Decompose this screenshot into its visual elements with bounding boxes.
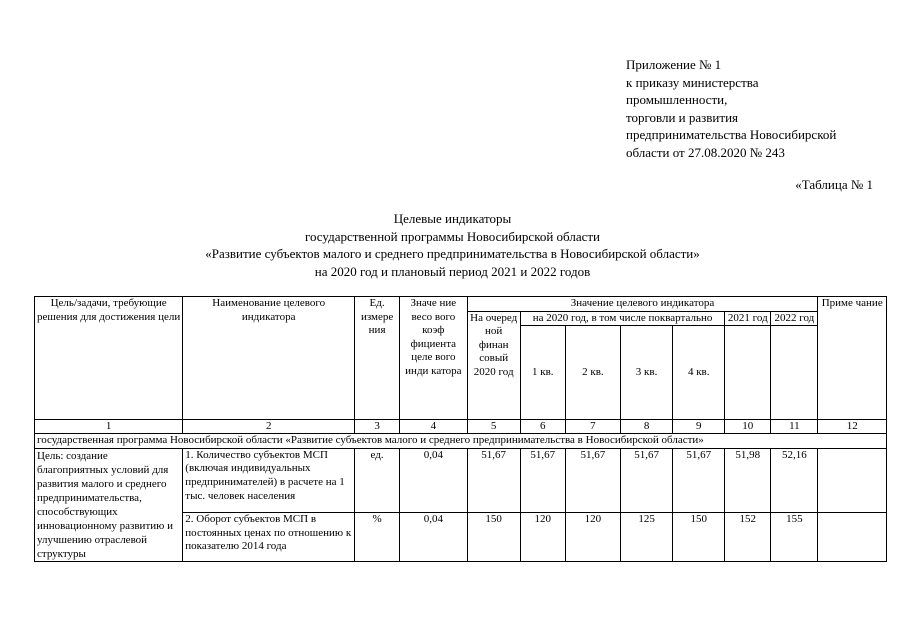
appendix-line: промышленности,	[626, 92, 728, 108]
header-notes: Приме чание	[818, 297, 887, 420]
indicator-weight: 0,04	[400, 513, 468, 562]
title-line: Целевые индикаторы	[393, 211, 512, 226]
indicators-table	[34, 296, 887, 562]
header-unit: Ед. измере ния	[355, 297, 400, 420]
indicator-unit: %	[355, 513, 400, 562]
value-q1: 120	[520, 513, 565, 562]
header-value-group: Значение целевого индикатора	[467, 297, 818, 312]
column-number: 9	[673, 420, 725, 434]
goal-cell: Цель: создание благоприятных условий для развития малого и среднего предпринимательства, способствующих инновационному развитию и улучшению отраслевой структуры	[35, 448, 183, 561]
value-q3: 51,67	[620, 448, 672, 512]
notes-cell	[818, 513, 887, 562]
column-numbers-row	[35, 420, 887, 434]
column-number: 4	[400, 420, 468, 434]
indicator-name: 2. Оборот субъектов МСП в постоянных ценах по отношению к показателю 2014 года	[183, 513, 355, 562]
title-line: государственной программы Новосибирской области	[304, 228, 601, 244]
column-number: 12	[818, 420, 887, 434]
appendix-line: предпринимательства Новосибирской	[626, 127, 837, 143]
header-q1: 1 кв.	[520, 326, 565, 420]
document-title	[0, 210, 905, 280]
value-2022: 155	[771, 513, 818, 562]
program-row	[35, 434, 887, 449]
value-q2: 120	[565, 513, 620, 562]
appendix-line: области от 27.08.2020 № 243	[626, 144, 785, 160]
title-line: на 2020 год и плановый период 2021 и 2022 годов	[314, 263, 591, 279]
header-fin-year: На очеред ной финан совый 2020 год	[467, 311, 520, 420]
header-2020-quarterly: на 2020 год, в том числе поквартально	[520, 311, 725, 326]
table-label: «Таблица № 1	[795, 177, 873, 192]
header-empty-cell	[725, 326, 771, 420]
value-q3: 125	[620, 513, 672, 562]
appendix-line: торговли и развития	[626, 109, 739, 125]
value-q4: 51,67	[673, 448, 725, 512]
appendix-line: Приложение № 1	[626, 57, 722, 72]
program-name: государственная программа Новосибирской области «Развитие субъектов малого и среднего предпринимательства в Новосибирской области»	[35, 434, 887, 449]
value-2022: 52,16	[771, 448, 818, 512]
column-number: 7	[565, 420, 620, 434]
header-indicator: Наименование целевого индикатора	[183, 297, 355, 420]
appendix-header	[626, 56, 896, 162]
header-q4: 4 кв.	[673, 326, 725, 420]
header-2022: 2022 год	[771, 311, 818, 326]
value-q2: 51,67	[565, 448, 620, 512]
indicator-unit: ед.	[355, 448, 400, 512]
value-2021: 152	[725, 513, 771, 562]
indicator-name: 1. Количество субъектов МСП (включая индивидуальных предпринимателей) в расчете на 1 тыс. человек населения	[183, 448, 355, 512]
header-goal: Цель/задачи, требующие решения для достижения цели	[35, 297, 183, 420]
column-number: 6	[520, 420, 565, 434]
value-q4: 150	[673, 513, 725, 562]
column-number: 11	[771, 420, 818, 434]
title-line: «Развитие субъектов малого и среднего предпринимательства в Новосибирской области»	[205, 246, 700, 261]
value-fin-year: 51,67	[467, 448, 520, 512]
header-2021: 2021 год	[725, 311, 771, 326]
header-q2: 2 кв.	[565, 326, 620, 420]
value-fin-year: 150	[467, 513, 520, 562]
value-2021: 51,98	[725, 448, 771, 512]
header-weight: Значе ние весо вого коэф фициента целе вого инди катора	[400, 297, 468, 420]
column-number: 5	[467, 420, 520, 434]
appendix-line: к приказу министерства	[626, 74, 759, 90]
column-number: 2	[183, 420, 355, 434]
column-number: 8	[620, 420, 672, 434]
header-row	[35, 297, 887, 312]
notes-cell	[818, 448, 887, 512]
column-number: 3	[355, 420, 400, 434]
indicator-weight: 0,04	[400, 448, 468, 512]
value-q1: 51,67	[520, 448, 565, 512]
column-number: 1	[35, 420, 183, 434]
header-empty-cell	[771, 326, 818, 420]
header-q3: 3 кв.	[620, 326, 672, 420]
table-row	[35, 448, 887, 512]
column-number: 10	[725, 420, 771, 434]
